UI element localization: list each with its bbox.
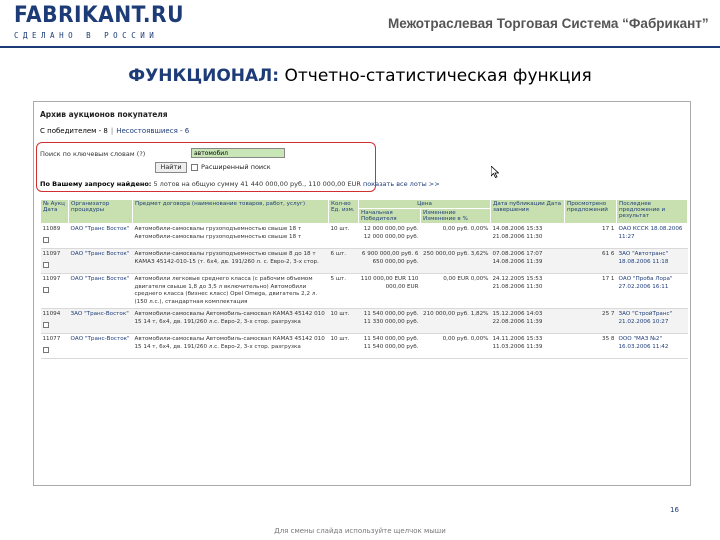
row-offers: 17 1 bbox=[565, 224, 617, 249]
row-winner-link[interactable]: ЗАО "Автотранс" 18.08.2006 11:18 bbox=[618, 251, 669, 265]
logo-tagline: СДЕЛАНО В РОССИИ bbox=[14, 31, 159, 40]
col-subject[interactable]: Предмет договора (наименование товаров, работ, услуг) bbox=[133, 200, 329, 224]
col-price-change[interactable]: Изменение Изменение в % bbox=[421, 209, 491, 224]
tab-unsuccessful[interactable]: Несостоявшиеся - 6 bbox=[116, 127, 190, 135]
row-num-cell: 11094 bbox=[41, 309, 69, 334]
row-subject: Автомобили-самосвалы Автомобиль-самосвал КАМАЗ 45142 010 15 14 т, 6х4, дв. 191/260 л.с. Евро-2, 3-х стор. разгрузка bbox=[133, 309, 329, 334]
search-label: Поиск по ключевым словам (?) bbox=[40, 150, 146, 158]
row-dates: 15.12.2006 14:03 22.08.2006 11:39 bbox=[491, 309, 565, 334]
header-divider bbox=[0, 46, 720, 48]
search-highlight-box bbox=[36, 142, 376, 192]
row-checkbox[interactable] bbox=[43, 262, 49, 268]
row-num-cell: 11097 bbox=[41, 249, 69, 274]
row-qty: 10 шт. bbox=[329, 309, 359, 334]
row-dates: 14.08.2006 15:33 21.08.2006 11:30 bbox=[491, 224, 565, 249]
row-price: 12 000 000,00 руб. 12 000 000,00 руб. bbox=[359, 224, 421, 249]
row-price: 11 540 000,00 руб. 11 540 000,00 руб. bbox=[359, 334, 421, 359]
col-price: Цена bbox=[359, 200, 491, 209]
row-winner bbox=[617, 224, 688, 249]
archive-screenshot bbox=[33, 101, 691, 486]
archive-tabs bbox=[40, 127, 189, 135]
row-change: 0,00 руб. 0,00% bbox=[421, 224, 491, 249]
row-org[interactable]: ЗАО "Транс-Восток" bbox=[69, 309, 133, 334]
row-subject: Автомобили-самосвалы грузоподъемностью свыше 18 т Автомобили-самосвалы грузоподъемностью свыше 18 т bbox=[133, 224, 329, 249]
tab-separator: | bbox=[110, 127, 114, 135]
result-text: 5 лотов на общую сумму 41 440 000,00 руб., 110 000,00 EUR bbox=[151, 180, 361, 188]
archive-title: Архив аукционов покупателя bbox=[40, 110, 168, 119]
row-offers: 17 1 bbox=[565, 274, 617, 309]
table-row bbox=[41, 249, 688, 274]
slide-title bbox=[0, 66, 720, 86]
search-help-icon[interactable]: (?) bbox=[136, 150, 146, 158]
row-qty: 6 шт. bbox=[329, 249, 359, 274]
row-winner-link[interactable]: ОАО "Проба Лора" 27.02.2006 16:11 bbox=[618, 276, 673, 290]
row-offers: 35 8 bbox=[565, 334, 617, 359]
row-change: 0,00 руб. 0,00% bbox=[421, 334, 491, 359]
col-offers[interactable]: Просмотрено предложений bbox=[565, 200, 617, 224]
page-number: 16 bbox=[670, 506, 679, 514]
auction-archive-table bbox=[40, 199, 688, 359]
row-qty: 10 шт. bbox=[329, 334, 359, 359]
col-dates[interactable]: Дата публикации Дата завершения bbox=[491, 200, 565, 224]
row-checkbox[interactable] bbox=[43, 322, 49, 328]
row-winner bbox=[617, 274, 688, 309]
table-row bbox=[41, 309, 688, 334]
header-title: Межотраслевая Торговая Система “Фабрикант” bbox=[388, 16, 709, 31]
row-winner-link[interactable]: ЗАО "СтройТранс" 21.02.2006 10:27 bbox=[618, 311, 673, 325]
row-checkbox[interactable] bbox=[43, 287, 49, 293]
result-prefix: По Вашему запросу найдено: bbox=[40, 180, 152, 188]
row-dates: 24.12.2005 15:53 21.08.2006 11:30 bbox=[491, 274, 565, 309]
slide-title-rest: Отчетно-статистическая функция bbox=[279, 66, 592, 86]
footer-hint: Для смены слайда используйте щелчок мыши bbox=[274, 527, 446, 535]
col-num[interactable]: № Аукц Дата bbox=[41, 200, 69, 224]
row-subject: Автомобили легковые среднего класса (с рабочим объемом двигателя свыше 1,8 до 3,5 л включительно) Автомобили среднего класса (бизнес класс) Opel Omega, двигатель 2,2 л. (150 л.с.), стандартная комплектация bbox=[133, 274, 329, 309]
tab-with-winner[interactable]: С победителем - 8 bbox=[40, 127, 108, 135]
row-change: 0,00 EUR 0,00% bbox=[421, 274, 491, 309]
row-offers: 25 7 bbox=[565, 309, 617, 334]
row-qty: 5 шт. bbox=[329, 274, 359, 309]
row-org[interactable]: ОАО "Транс Восток" bbox=[69, 249, 133, 274]
row-price: 110 000,00 EUR 110 000,00 EUR bbox=[359, 274, 421, 309]
row-change: 210 000,00 руб. 1,82% bbox=[421, 309, 491, 334]
mouse-cursor-icon bbox=[491, 166, 499, 178]
table-row bbox=[41, 334, 688, 359]
row-checkbox[interactable] bbox=[43, 237, 49, 243]
row-winner bbox=[617, 309, 688, 334]
row-winner bbox=[617, 249, 688, 274]
row-subject: Автомобили-самосвалы грузоподъемностью свыше 8 до 18 т КАМАЗ 45142-010-15 (т. 6х4, дв. 191/260 л. с. Евро-2, 3-х стор. bbox=[133, 249, 329, 274]
row-org[interactable]: ОАО "Транс-Восток" bbox=[69, 334, 133, 359]
row-subject: Автомобили-самосвалы Автомобиль-самосвал КАМАЗ 45142 010 15 14 т, 6х4, дв. 191/260 л.с. Евро-2, 3-х стор. разгрузка bbox=[133, 334, 329, 359]
advanced-search-label: Расширенный поиск bbox=[201, 163, 271, 171]
row-change: 250 000,00 руб. 3,62% bbox=[421, 249, 491, 274]
col-winner[interactable]: Последнее предложение и результат bbox=[617, 200, 688, 224]
row-winner-link[interactable]: ООО "МАЗ №2" 16.03.2006 11:42 bbox=[618, 336, 669, 350]
row-dates: 07.08.2006 17:07 14.08.2006 11:39 bbox=[491, 249, 565, 274]
row-num-cell: 11077 bbox=[41, 334, 69, 359]
row-price: 6 900 000,00 руб. 6 650 000,00 руб. bbox=[359, 249, 421, 274]
row-checkbox[interactable] bbox=[43, 347, 49, 353]
slide-title-bold: ФУНКЦИОНАЛ: bbox=[128, 66, 280, 86]
row-dates: 14.11.2006 15:33 11.03.2006 11:39 bbox=[491, 334, 565, 359]
row-num-cell: 11097 bbox=[41, 274, 69, 309]
col-qty[interactable]: Кол-во Ед. изм. bbox=[329, 200, 359, 224]
search-button[interactable]: Найти bbox=[155, 162, 187, 173]
col-price-winner[interactable]: Начальная Победителя bbox=[359, 209, 421, 224]
row-offers: 61 6 bbox=[565, 249, 617, 274]
row-num-cell: 11089 bbox=[41, 224, 69, 249]
row-qty: 10 шт. bbox=[329, 224, 359, 249]
row-price: 11 540 000,00 руб. 11 330 000,00 руб. bbox=[359, 309, 421, 334]
logo-text: FABRIKANT.RU bbox=[14, 3, 184, 28]
table-row bbox=[41, 224, 688, 249]
table-row bbox=[41, 274, 688, 309]
show-all-lots-link[interactable]: показать все лоты >> bbox=[362, 180, 440, 188]
row-winner bbox=[617, 334, 688, 359]
row-org[interactable]: ОАО "Транс Восток" bbox=[69, 274, 133, 309]
fabrikant-logo bbox=[14, 3, 184, 42]
row-org[interactable]: ОАО "Транс Восток" bbox=[69, 224, 133, 249]
col-org[interactable]: Организатор процедуры bbox=[69, 200, 133, 224]
row-winner-link[interactable]: ОАО КССК 18.08.2006 11:27 bbox=[618, 226, 683, 240]
